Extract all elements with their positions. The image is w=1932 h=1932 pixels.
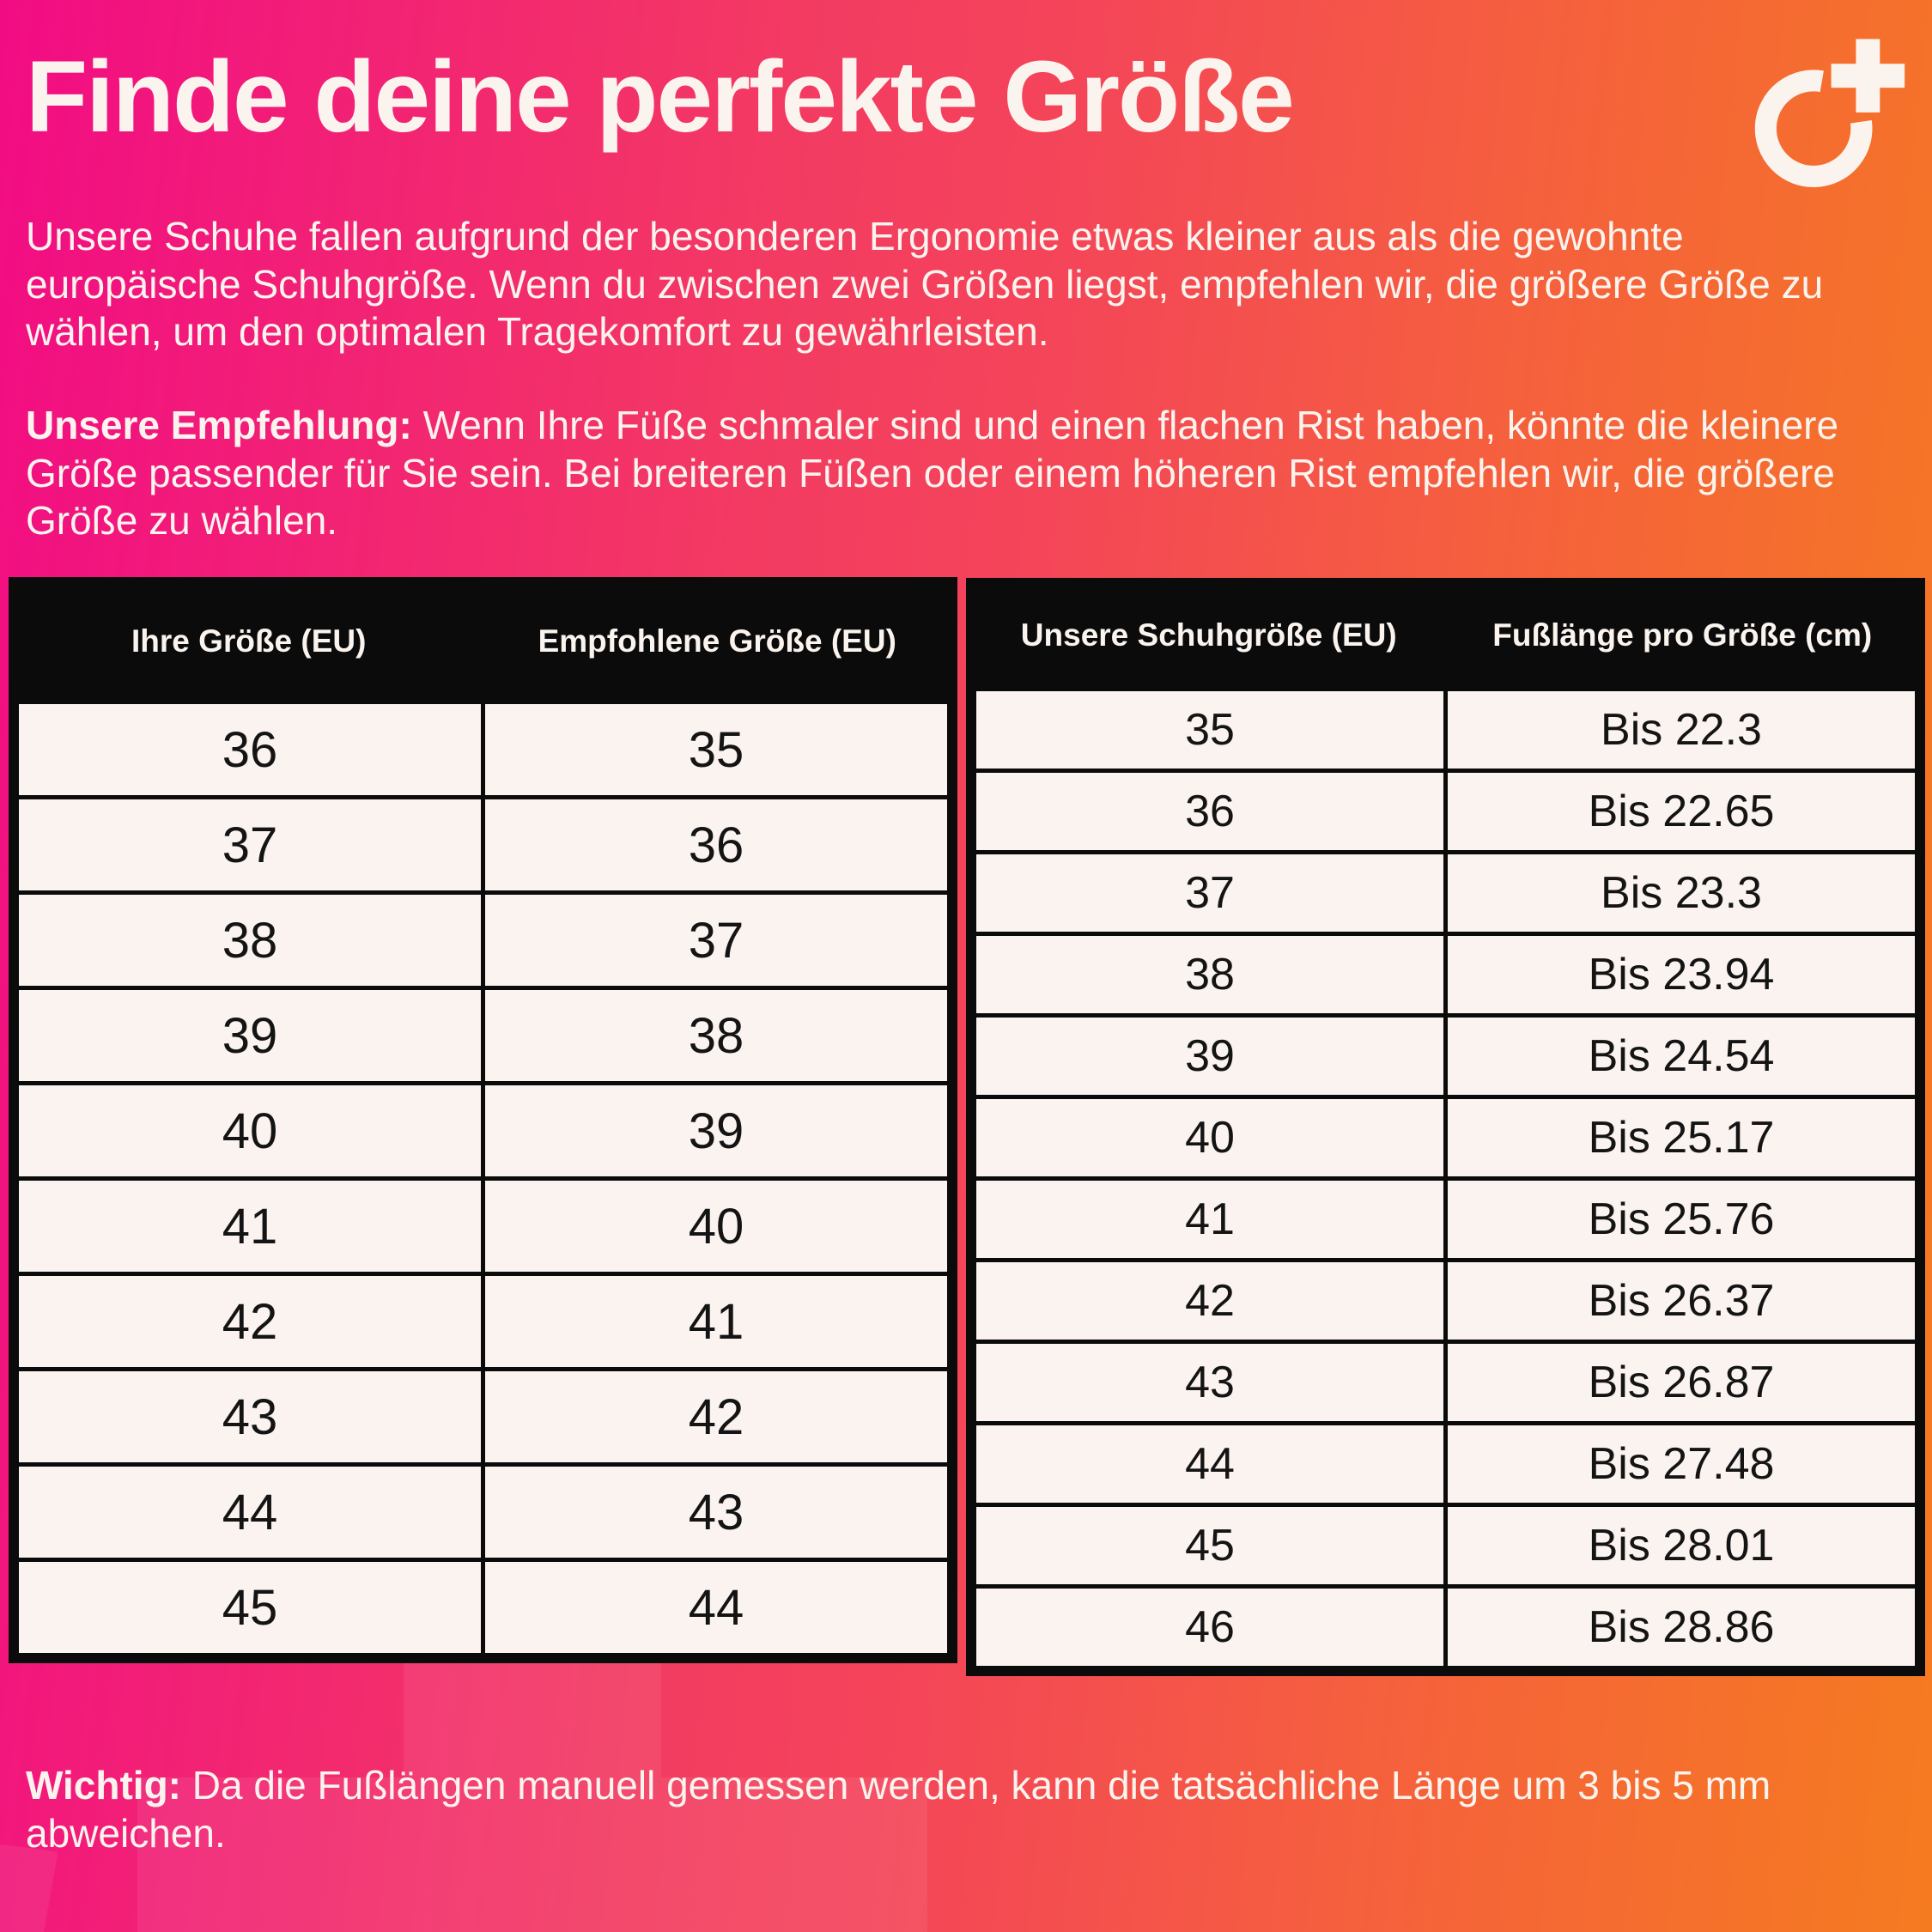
table-cell: Bis 26.87: [1446, 1342, 1917, 1424]
page-title: Finde deine perfekte Größe: [26, 40, 1293, 154]
table-cell: 36: [483, 798, 950, 893]
table-cell: 40: [483, 1179, 950, 1274]
table-cell: Bis 28.86: [1446, 1587, 1917, 1668]
table-row: [17, 1560, 950, 1656]
table-row: [17, 798, 950, 893]
table-cell: Bis 25.17: [1446, 1097, 1917, 1179]
table-cell: 38: [975, 934, 1446, 1016]
table-cell: 43: [17, 1370, 483, 1465]
table-cell: 43: [975, 1342, 1446, 1424]
size-conversion-table-header: [15, 583, 951, 700]
table-cell: 46: [975, 1587, 1446, 1668]
table-cell: Bis 22.3: [1446, 690, 1917, 771]
table-cell: 40: [17, 1084, 483, 1179]
table-cell: 37: [975, 853, 1446, 934]
table-cell: 39: [17, 988, 483, 1084]
table-cell: 44: [483, 1560, 950, 1656]
table-row: [17, 702, 950, 798]
table-cell: 44: [975, 1424, 1446, 1505]
table-cell: 37: [483, 893, 950, 988]
table-cell: 39: [483, 1084, 950, 1179]
table-cell: 40: [975, 1097, 1446, 1179]
table-cell: 42: [17, 1274, 483, 1370]
table-cell: Bis 23.3: [1446, 853, 1917, 934]
table-row: [975, 1179, 1917, 1261]
table-row: [17, 1084, 950, 1179]
table-row: [975, 1505, 1917, 1587]
table-cell: 36: [17, 702, 483, 798]
table-cell: 38: [483, 988, 950, 1084]
table-cell: 38: [17, 893, 483, 988]
table-row: [975, 1016, 1917, 1097]
table-cell: 45: [17, 1560, 483, 1656]
table-cell: 45: [975, 1505, 1446, 1587]
intro-text: Unsere Schuhe fallen aufgrund der besonderen Ergonomie etwas kleiner aus als die gewohnte europäische Schuhgröße. Wenn du zwischen zwei Größen liegst, empfehlen wir, die größere Größe zu wählen, um den optimalen Tragekomfort zu gewährleisten.: [26, 214, 1824, 355]
table-cell: Bis 23.94: [1446, 934, 1917, 1016]
foot-length-table-header: [972, 584, 1919, 687]
table-cell: 35: [483, 702, 950, 798]
table-row: [17, 893, 950, 988]
recommendation-label: Unsere Empfehlung:: [26, 403, 412, 447]
column-header-your-size: Ihre Größe (EU): [131, 623, 367, 659]
table-cell: 36: [975, 771, 1446, 853]
circle-plus-logo-icon: [1747, 33, 1906, 192]
table-cell: 35: [975, 690, 1446, 771]
table-row: [975, 690, 1917, 771]
important-note-label: Wichtig:: [26, 1763, 181, 1807]
foot-length-table: [966, 578, 1925, 1676]
table-row: [975, 1342, 1917, 1424]
table-cell: 43: [483, 1465, 950, 1560]
table-cell: Bis 22.65: [1446, 771, 1917, 853]
table-row: [17, 1465, 950, 1560]
table-row: [975, 853, 1917, 934]
table-row: [975, 1587, 1917, 1668]
table-row: [17, 1179, 950, 1274]
table-cell: 37: [17, 798, 483, 893]
table-cell: 44: [17, 1465, 483, 1560]
column-header-foot-length: Fußlänge pro Größe (cm): [1492, 617, 1873, 653]
column-header-our-shoe-size: Unsere Schuhgröße (EU): [1020, 617, 1397, 653]
size-conversion-table-body: [15, 700, 951, 1657]
important-note-text: Da die Fußlängen manuell gemessen werden, kann die tatsächliche Länge um 3 bis 5 mm abweichen.: [26, 1763, 1771, 1856]
recommendation-paragraph: [26, 402, 1908, 545]
table-cell: 41: [17, 1179, 483, 1274]
table-cell: Bis 24.54: [1446, 1016, 1917, 1097]
table-row: [975, 1097, 1917, 1179]
table-cell: 39: [975, 1016, 1446, 1097]
table-cell: 41: [975, 1179, 1446, 1261]
table-cell: Bis 28.01: [1446, 1505, 1917, 1587]
intro-paragraph: [26, 213, 1908, 356]
foot-length-table-body: [972, 687, 1919, 1670]
size-conversion-table: [9, 577, 957, 1663]
table-row: [975, 1261, 1917, 1342]
table-cell: Bis 27.48: [1446, 1424, 1917, 1505]
table-cell: Bis 26.37: [1446, 1261, 1917, 1342]
table-row: [17, 988, 950, 1084]
table-row: [17, 1370, 950, 1465]
table-cell: Bis 25.76: [1446, 1179, 1917, 1261]
important-note: [26, 1762, 1908, 1857]
table-row: [975, 934, 1917, 1016]
recommendation-text: Wenn Ihre Füße schmaler sind und einen flachen Rist haben, könnte die kleinere Größe passender für Sie sein. Bei breiteren Füßen oder einem höheren Rist empfehlen wir, die größere Größe zu wählen.: [26, 403, 1839, 544]
table-row: [975, 1424, 1917, 1505]
table-cell: 41: [483, 1274, 950, 1370]
table-row: [17, 1274, 950, 1370]
table-cell: 42: [975, 1261, 1446, 1342]
column-header-recommended-size: Empfohlene Größe (EU): [538, 623, 896, 659]
table-row: [975, 771, 1917, 853]
table-cell: 42: [483, 1370, 950, 1465]
